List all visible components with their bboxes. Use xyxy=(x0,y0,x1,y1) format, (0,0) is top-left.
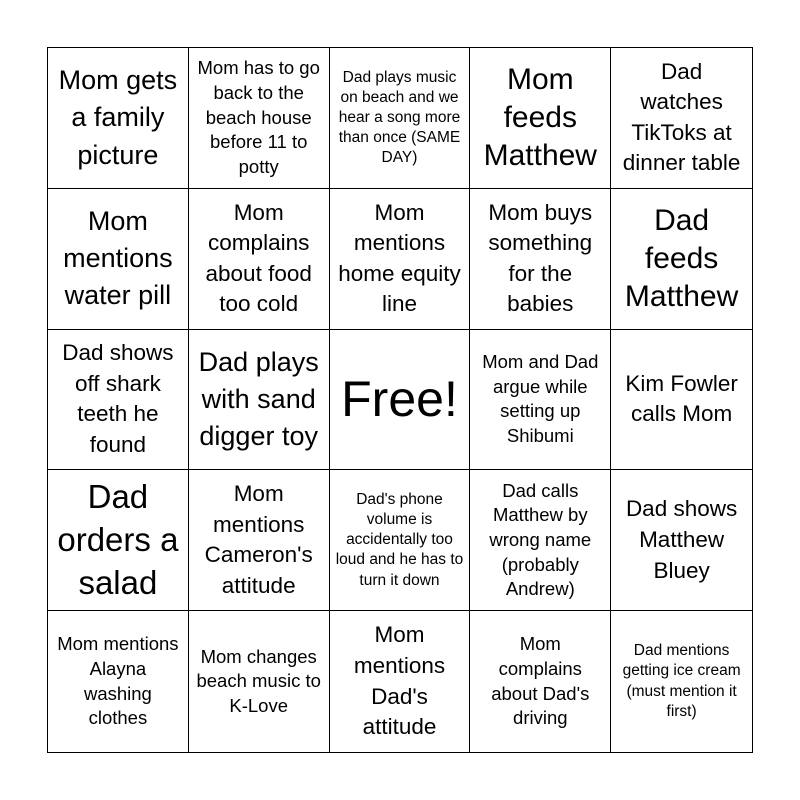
cell-text: Dad orders a salad xyxy=(57,477,179,601)
bingo-cell-4-2[interactable] xyxy=(189,470,330,611)
free-space-text: Free! xyxy=(341,371,458,428)
cell-text: Mom mentions water pill xyxy=(63,205,173,311)
cell-text: Dad plays music on beach and we hear a song more than once (SAME DAY) xyxy=(338,68,461,167)
bingo-cell-2-5[interactable] xyxy=(611,189,752,330)
cell-text: Mom buys something for the babies xyxy=(488,199,593,317)
cell-text: Mom mentions Alayna washing clothes xyxy=(57,633,179,729)
bingo-cell-3-4[interactable] xyxy=(470,330,611,471)
cell-text: Dad shows off shark teeth he found xyxy=(62,340,174,458)
bingo-cell-2-2[interactable] xyxy=(189,189,330,330)
bingo-cell-4-5[interactable] xyxy=(611,470,752,611)
bingo-cell-5-5[interactable] xyxy=(611,611,752,752)
cell-text: Kim Fowler calls Mom xyxy=(625,370,738,427)
cell-text: Dad feeds Matthew xyxy=(624,203,739,313)
bingo-cell-5-2[interactable] xyxy=(189,611,330,752)
bingo-cell-1-1[interactable] xyxy=(48,48,189,189)
bingo-cell-4-3[interactable] xyxy=(330,470,471,611)
bingo-cell-4-1[interactable] xyxy=(48,470,189,611)
cell-text: Mom complains about Dad's driving xyxy=(491,633,590,729)
bingo-cell-3-5[interactable] xyxy=(611,330,752,471)
cell-text: Mom complains about food too cold xyxy=(205,199,312,317)
bingo-cell-5-1[interactable] xyxy=(48,611,189,752)
bingo-cell-4-4[interactable] xyxy=(470,470,611,611)
cell-text: Mom feeds Matthew xyxy=(483,62,597,172)
bingo-cell-1-2[interactable] xyxy=(189,48,330,189)
bingo-cell-2-1[interactable] xyxy=(48,189,189,330)
bingo-cell-1-4[interactable] xyxy=(470,48,611,189)
bingo-card xyxy=(47,47,753,753)
cell-text: Mom and Dad argue while setting up Shibumi xyxy=(482,351,599,447)
cell-text: Mom gets a family picture xyxy=(58,65,178,170)
cell-text: Mom changes beach music to K-Love xyxy=(196,645,321,716)
bingo-cell-3-1[interactable] xyxy=(48,330,189,471)
cell-text: Dad mentions getting ice cream (must mention it first) xyxy=(622,642,741,720)
bingo-cell-2-4[interactable] xyxy=(470,189,611,330)
cell-text: Mom mentions home equity line xyxy=(338,199,461,317)
cell-text: Mom mentions Cameron's attitude xyxy=(204,481,313,598)
bingo-cell-2-3[interactable] xyxy=(330,189,471,330)
bingo-cell-5-3[interactable] xyxy=(330,611,471,752)
cell-text: Dad calls Matthew by wrong name (probably Andrew) xyxy=(489,479,592,600)
bingo-cell-5-4[interactable] xyxy=(470,611,611,752)
bingo-cell-1-3[interactable] xyxy=(330,48,471,189)
cell-text: Dad plays with sand digger toy xyxy=(198,346,319,452)
cell-text: Dad shows Matthew Bluey xyxy=(625,496,738,583)
cell-text: Dad's phone volume is accidentally too loud and he has to turn it down xyxy=(335,490,464,589)
cell-text: Mom has to go back to the beach house before 11 to potty xyxy=(197,57,320,177)
cell-text: Mom mentions Dad's attitude xyxy=(353,622,446,740)
bingo-free-space[interactable] xyxy=(330,330,471,471)
bingo-cell-3-2[interactable] xyxy=(189,330,330,471)
bingo-cell-1-5[interactable] xyxy=(611,48,752,189)
cell-text: Dad watches TikToks at dinner table xyxy=(622,58,741,176)
